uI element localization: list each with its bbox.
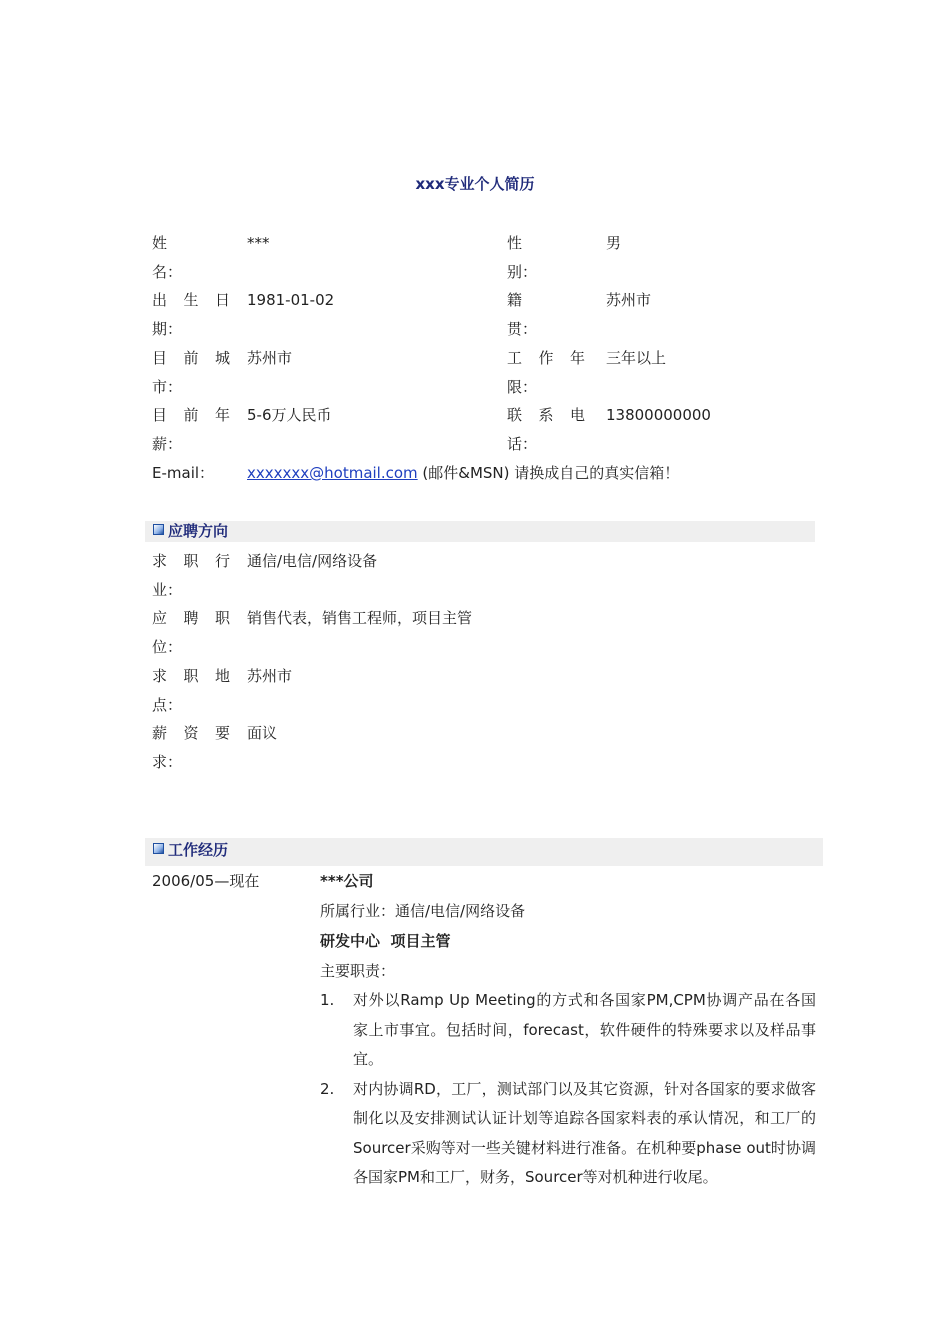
section-icon — [153, 843, 164, 854]
email-row — [247, 459, 679, 488]
section-title: 应聘方向 — [168, 522, 229, 540]
phone-label-line1: 联 系 电 — [507, 406, 585, 424]
years-value: 三年以上 — [606, 349, 667, 367]
expected-salary-label — [152, 719, 230, 777]
industry-label-line1: 求 职 行 — [152, 552, 230, 570]
company-industry: 所属行业：通信/电信/网络设备 — [320, 902, 526, 920]
duty-item — [320, 986, 816, 1075]
city-label-line2: 市： — [152, 378, 183, 396]
section-icon — [153, 524, 164, 535]
duty-text: 对内协调RD，工厂，测试部门以及其它资源，针对各国家的要求做客制化以及安排测试认证计划等追踪各国家料表的承认情况，和工厂的Sourcer采购等对一些关键材料进行准备。在机种要phase out时协调各国家PM和工厂，财务，Sourcer等对机种进行收尾。 — [353, 1079, 816, 1186]
duty-item — [320, 1075, 816, 1193]
years-label — [507, 344, 585, 402]
location-label-line2: 点： — [152, 696, 183, 714]
experience-period: 2006/05—现在 — [152, 872, 260, 890]
duty-text: 对外以Ramp Up Meeting的方式和各国家PM,CPM协调产品在各国家上市事宜。包括时间，forecast，软件硬件的特殊要求以及样品事宜。 — [353, 991, 816, 1068]
expected-salary-label-line2: 求： — [152, 753, 183, 771]
city-value: 苏州市 — [247, 349, 293, 367]
years-label-line2: 限： — [507, 378, 538, 396]
years-label-line1: 工 作 年 — [507, 349, 585, 367]
phone-label — [507, 401, 585, 459]
native-label — [507, 286, 537, 344]
name-value: *** — [247, 234, 270, 252]
email-label: E-mail： — [152, 464, 215, 482]
gender-label-line1: 性 — [507, 234, 523, 252]
gender-value: 男 — [606, 234, 622, 252]
section-title: 工作经历 — [168, 841, 229, 859]
job-details — [320, 866, 816, 1193]
job-role: 研发中心 项目主管 — [320, 932, 451, 950]
expected-salary-value: 面议 — [247, 724, 278, 742]
industry-label-line2: 业： — [152, 581, 183, 599]
birth-label-line1: 出 生 日 — [152, 291, 230, 309]
location-value: 苏州市 — [247, 667, 293, 685]
gender-label — [507, 229, 537, 287]
company-name: ***公司 — [320, 872, 374, 890]
position-label — [152, 604, 230, 662]
birth-value: 1981-01-02 — [247, 291, 335, 309]
salary-label-line1: 目 前 年 — [152, 406, 230, 424]
phone-value: 13800000000 — [606, 406, 711, 424]
salary-label — [152, 401, 230, 459]
native-label-line1: 籍 — [507, 291, 523, 309]
name-label-line2: 名： — [152, 263, 183, 281]
position-value: 销售代表，销售工程师，项目主管 — [247, 609, 473, 627]
section-header-intention — [145, 521, 815, 542]
industry-label — [152, 547, 230, 605]
native-label-line2: 贯： — [507, 320, 538, 338]
phone-label-line2: 话： — [507, 435, 538, 453]
position-label-line1: 应 聘 职 — [152, 609, 230, 627]
name-label-line1: 姓 — [152, 234, 168, 252]
resume-title: xxx专业个人简历 — [415, 175, 535, 193]
email-note: (邮件&MSN) 请换成自己的真实信箱！ — [417, 464, 680, 482]
position-label-line2: 位： — [152, 638, 183, 656]
duty-number: 2. — [320, 1079, 335, 1098]
gender-label-line2: 别： — [507, 263, 538, 281]
birth-label — [152, 286, 230, 344]
salary-value: 5-6万人民币 — [247, 406, 332, 424]
birth-label-line2: 期： — [152, 320, 183, 338]
email-link[interactable]: xxxxxxx@hotmail.com — [247, 464, 418, 482]
location-label-line1: 求 职 地 — [152, 667, 230, 685]
duty-number: 1. — [320, 991, 335, 1009]
name-label — [152, 229, 182, 287]
section-header-experience — [145, 838, 823, 866]
salary-label-line2: 薪： — [152, 435, 183, 453]
duties-label: 主要职责： — [320, 962, 396, 980]
location-label — [152, 662, 230, 720]
industry-value: 通信/电信/网络设备 — [247, 552, 378, 570]
city-label — [152, 344, 230, 402]
expected-salary-label-line1: 薪 资 要 — [152, 724, 230, 742]
city-label-line1: 目 前 城 — [152, 349, 230, 367]
native-value: 苏州市 — [606, 291, 652, 309]
